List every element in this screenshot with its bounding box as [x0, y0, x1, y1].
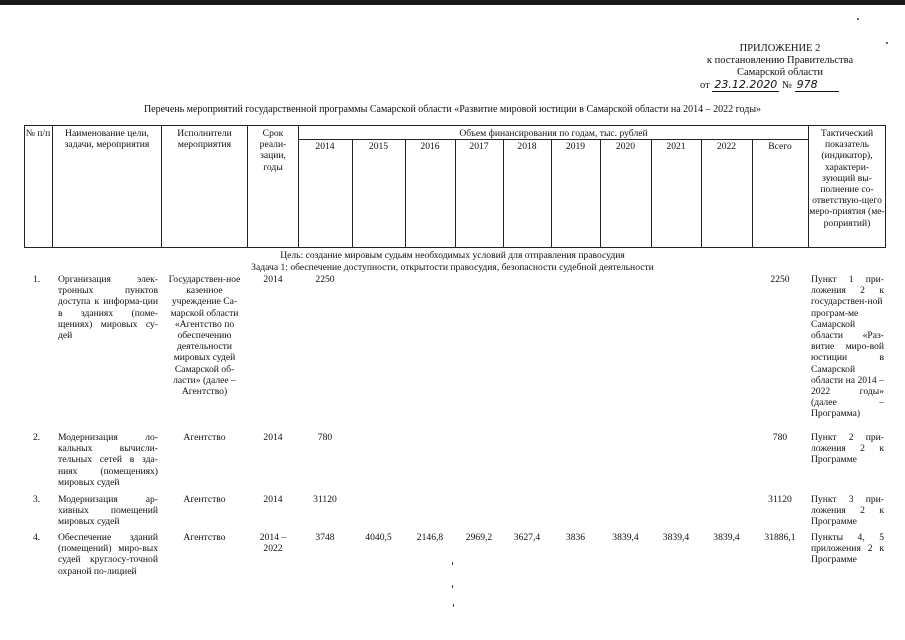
row-1-indicator: Пункт 1 при-ложения 2 к государствен-ной програм-ме Самарской области «Раз-витие миро-вой юстиции в Самарской области на 2014 – 2022 годы» (далее – Программа)	[811, 274, 884, 420]
col-line	[352, 139, 353, 248]
header-indicator: Тактический показатель (индикатор), характери-зующий вы-полнение со-ответствую-щего меро-приятия (ме-роприятий)	[809, 128, 885, 229]
row-4-executor: Агентство	[183, 532, 226, 543]
row-1-total: 2250	[770, 274, 790, 285]
col-line	[455, 139, 456, 248]
row-3-total: 31120	[768, 494, 792, 505]
header-term: Срок реали-зации, годы	[259, 128, 287, 173]
col-line	[885, 125, 886, 248]
col-line	[405, 139, 406, 248]
scan-speck	[452, 585, 453, 588]
row-3-num: 3.	[33, 494, 41, 505]
number-label: №	[781, 80, 792, 91]
row-2-total: 780	[772, 432, 788, 443]
row-1-name: Организация элек-тронных пунктов доступа к информа-ции в зданиях (поме-щениях) мировых су-дей	[58, 274, 158, 342]
row-4-value-2022: 3839,4	[713, 532, 740, 543]
header-year-2018: 2018	[517, 141, 537, 152]
row-1-term: 2014	[263, 274, 283, 285]
row-3-executor: Агентство	[183, 494, 226, 505]
header-year-2022: 2022	[716, 141, 737, 152]
row-4-value-2020: 3839,4	[612, 532, 639, 543]
row-2-executor: Агентство	[183, 432, 226, 443]
task-line: Задача 1: обеспечение доступности, открытости правосудия, безопасности судебной деятельности	[251, 262, 654, 273]
col-line	[52, 125, 53, 248]
row-2-num: 2.	[33, 432, 41, 443]
col-line	[247, 125, 248, 248]
row-4-num: 4.	[33, 532, 41, 543]
col-line	[503, 139, 504, 248]
row-3-indicator: Пункт 3 при-ложения 2 к Программе	[811, 494, 884, 528]
header-executor: Исполнители мероприятия	[177, 128, 232, 151]
table-top-border	[24, 125, 885, 126]
header-funding: Объем финансирования по годам, тыс. рублей	[459, 128, 648, 139]
handwritten-number: 978	[795, 79, 839, 92]
header-year-2014: 2014	[315, 141, 335, 152]
col-line	[651, 139, 652, 248]
row-4-value-2017: 2969,2	[465, 532, 493, 543]
col-line	[161, 125, 162, 248]
header-year-2021: 2021	[666, 141, 686, 152]
handwritten-date: 23.12.2020	[714, 78, 778, 91]
header-year-2020: 2020	[615, 141, 636, 152]
row-3-term: 2014	[263, 494, 283, 505]
row-4-total: 31886,1	[764, 532, 796, 543]
col-line	[600, 139, 601, 248]
col-line	[24, 125, 25, 248]
header-name: Наименование цели, задачи, мероприятия	[64, 128, 150, 151]
header-year-2015: 2015	[368, 141, 389, 152]
header-total: Всего	[768, 141, 792, 152]
row-4-value-2018: 3627,4	[513, 532, 541, 543]
header-year-2017: 2017	[469, 141, 489, 152]
row-3-name: Модернизация ар-хивных помещений мировых судей	[58, 494, 158, 528]
scan-speck	[452, 562, 453, 565]
col-line	[701, 139, 702, 248]
row-4-value-2021: 3839,4	[662, 532, 690, 543]
appendix-line-1: к постановлению Правительства	[706, 55, 854, 66]
row-4-value-2019: 3836	[565, 532, 586, 543]
appendix-date-line	[680, 79, 880, 92]
row-2-value-2014: 780	[317, 432, 333, 443]
row-4-term: 2014 – 2022	[259, 532, 287, 555]
col-line	[551, 139, 552, 248]
row-2-term: 2014	[263, 432, 283, 443]
scan-speck	[886, 42, 888, 44]
row-2-name: Модернизация ло-кальных вычисли-тельных сетей в зда-ниях (помещениях) мировых судей	[58, 432, 158, 488]
row-1-value-2014: 2250	[315, 274, 335, 285]
row-4-value-2016: 2146,8	[416, 532, 444, 543]
row-4-name: Обеспечение зданий (помещений) миро-вых судей круглосу-точной охраной по-лицией	[58, 532, 158, 577]
appendix-line-2: Самарской области	[737, 67, 823, 78]
row-4-indicator: Пункты 4, 5 приложения 2 к Программе	[811, 532, 884, 566]
appendix-block	[680, 43, 880, 92]
scan-speck	[453, 604, 454, 607]
from-label: от	[700, 80, 710, 91]
header-year-2019: 2019	[565, 141, 586, 152]
appendix-title: ПРИЛОЖЕНИЕ 2	[739, 43, 821, 54]
document-title: Перечень мероприятий государственной программы Самарской области «Развитие мировой юстиции в Самарской области на 2014 – 2022 годы»	[143, 104, 762, 115]
row-2-indicator: Пункт 2 при-ложения 2 к Программе	[811, 432, 884, 466]
header-num: № п/п	[25, 128, 51, 139]
header-year-2016: 2016	[420, 141, 440, 152]
goal-line: Цель: создание мировым судьям необходимых условий для отправления правосудия	[280, 250, 625, 261]
row-1-executor: Государствен-ное казенное учреждение Са-марской области «Агентство по обеспечению деятельности мировых судей Самарской об-ласти» (далее – Агентство)	[168, 274, 241, 398]
scan-top-edge	[0, 0, 905, 5]
row-3-value-2014: 31120	[313, 494, 337, 505]
row-4-value-2014: 3748	[315, 532, 335, 543]
row-1-num: 1.	[33, 274, 41, 285]
row-4-value-2015: 4040,5	[365, 532, 392, 543]
scan-speck	[857, 18, 859, 20]
col-line	[752, 139, 753, 248]
